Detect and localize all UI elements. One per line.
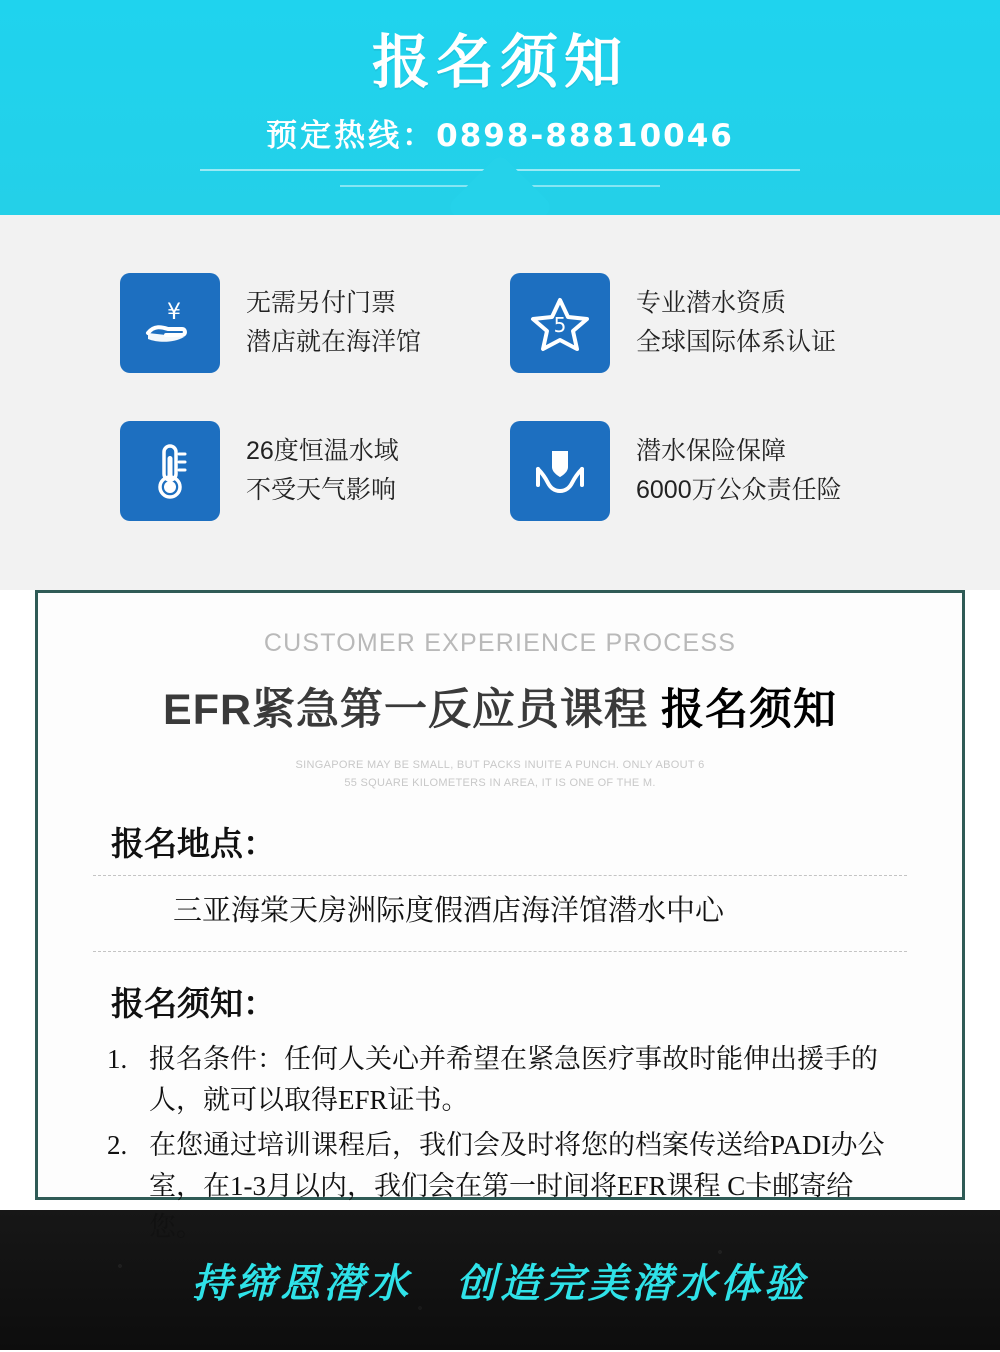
feature-line2: 潜店就在海洋馆: [246, 328, 422, 356]
venue-text: 三亚海棠天房洲际度假酒店海洋馆潜水中心: [173, 895, 725, 928]
list-item-text: 报名条件：任何人关心并希望在紧急医疗事故时能伸出援手的人，就可以取得EFR证书。: [149, 1044, 878, 1116]
star-five-icon: [510, 273, 610, 373]
hotline-label: 预定热线：: [266, 118, 437, 153]
svg-text:¥: ¥: [167, 300, 181, 325]
list-item: [107, 1125, 899, 1248]
card-eyebrow: CUSTOMER EXPERIENCE PROCESS: [263, 629, 737, 657]
hand-yen-icon: [120, 273, 220, 373]
list-item-number: 2.: [107, 1130, 128, 1161]
section-heading-location: 报名地点：: [111, 827, 276, 864]
feature-text: [246, 284, 421, 362]
feature-line2: 不受天气影响: [246, 476, 397, 504]
feature-text: [246, 432, 399, 510]
thermometer-icon: [120, 421, 220, 521]
page-title: 报名须知: [371, 30, 628, 95]
feature-item: [120, 421, 510, 521]
card-title: [63, 676, 937, 737]
hotline-number: 0898-88810046: [436, 118, 734, 154]
feature-line1: 26度恒温水域: [246, 437, 399, 466]
feature-line1: 专业潜水资质: [636, 289, 787, 318]
feature-line2: 全球国际体系认证: [636, 328, 837, 356]
feature-text: [636, 284, 836, 362]
content-section: [0, 590, 1000, 1243]
microcopy-line1: SINGAPORE MAY BE SMALL, BUT PACKS INUITE A PUNCH. ONLY ABOUT 6: [295, 759, 705, 771]
divider-dashed: [93, 951, 907, 952]
hotline: [0, 110, 1000, 155]
list-item-number: 1.: [107, 1044, 128, 1075]
card-title-suffix: 报名须知: [660, 686, 837, 734]
feature-item: [510, 421, 900, 521]
footer-slogan: 持缔恩潜水 创造完美潜水体验: [192, 1260, 808, 1307]
feature-item: [510, 273, 900, 373]
card-microcopy: [63, 757, 937, 792]
page-header: [0, 0, 1000, 215]
svg-text:5: 5: [553, 313, 567, 337]
section-heading-notice: 报名须知：: [111, 987, 276, 1024]
features-section: [0, 215, 1000, 590]
list-item: [107, 1039, 899, 1121]
hands-shield-icon: [510, 421, 610, 521]
feature-text: [636, 432, 842, 510]
list-item-text: 在您通过培训课程后，我们会及时将您的档案传送给PADI办公室，在1-3月以内，我们会在第一时间将EFR课程 C卡邮寄给您。: [149, 1130, 885, 1243]
card-title-main: EFR紧急第一反应员课程: [163, 686, 649, 734]
feature-line1: 无需另付门票: [246, 289, 397, 318]
feature-line1: 潜水保险保障: [636, 437, 787, 466]
notice-card: [35, 590, 965, 1243]
feature-item: [120, 273, 510, 373]
microcopy-line2: 55 SQUARE KILOMETERS IN AREA, IT IS ONE OF THE M.: [344, 776, 656, 789]
feature-line2: 6000万公众责任险: [636, 476, 842, 504]
notice-list: [107, 1039, 899, 1248]
